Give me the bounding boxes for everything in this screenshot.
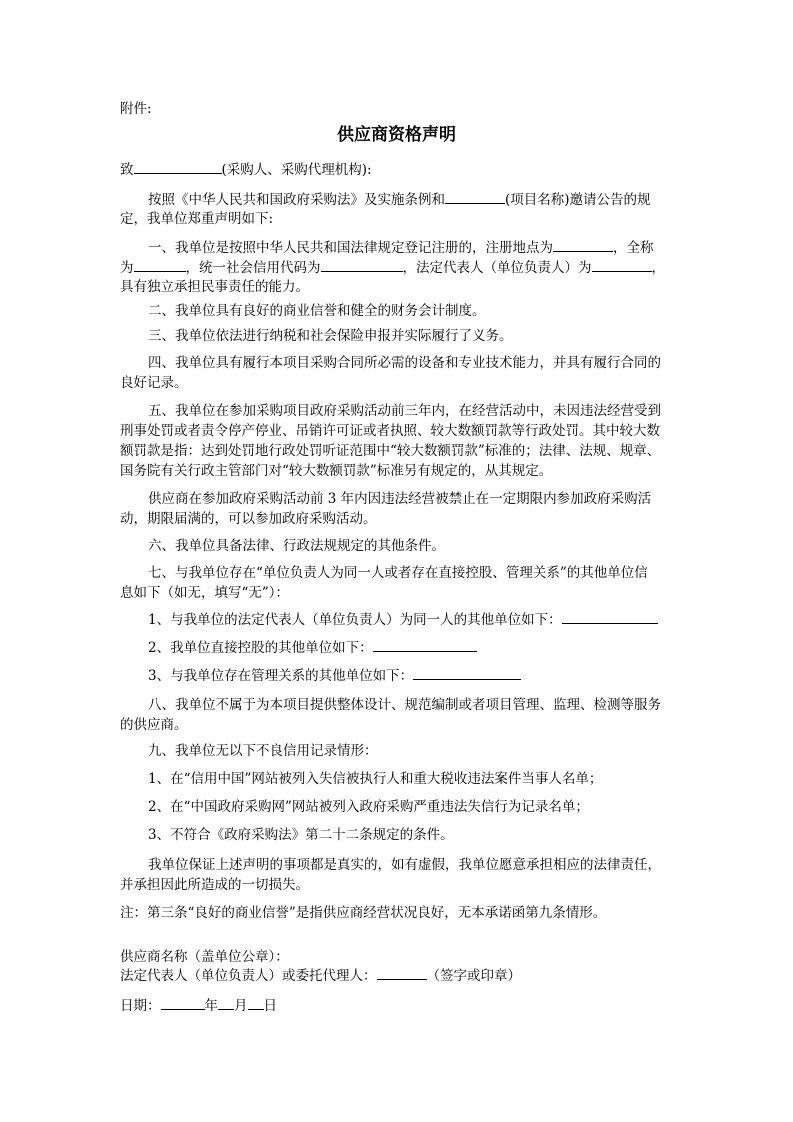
guarantee-line-2: 并承担因此所造成的一切损失。	[120, 877, 309, 893]
addressee-line	[120, 160, 372, 179]
addressee-blank[interactable]	[134, 160, 222, 174]
clause-5-line-3: 额罚款是指：达到处罚地行政处罚听证范围中“较大数额罚款”标准的；法律、法规、规章、	[120, 443, 661, 459]
footnote: 注：第三条“良好的商业信誉”是指供应商经营状况良好，无本承诺函第九条情形。	[120, 905, 607, 921]
date-line	[120, 996, 277, 1015]
reg-location-blank[interactable]	[553, 238, 613, 252]
intro-text-b: (项目名称)邀请公告的规	[505, 192, 651, 208]
day-blank[interactable]	[248, 996, 264, 1010]
annex-label: 附件:	[120, 101, 152, 117]
clause-7-item-3-text: 3、与我单位存在管理关系的其他单位如下：	[148, 668, 414, 684]
clause-9-item-1: 1、在“信用中国”网站被列入失信被执行人和重大税收违法案件当事人名单；	[148, 771, 603, 787]
clause-1-text-c: 为	[120, 260, 134, 276]
project-name-blank[interactable]	[445, 190, 505, 204]
clause-9-item-2: 2、在“中国政府采购网”网站被列入政府采购严重违法失信行为记录名单；	[148, 799, 589, 815]
clause-5-line-4: 国务院有关行政主管部门对“较大数额罚款”标准另有规定的，从其规定。	[120, 463, 553, 479]
full-name-blank[interactable]	[134, 258, 186, 272]
clause-1-line-3: 具有独立承担民事责任的能力。	[120, 279, 309, 295]
date-label: 日期：	[120, 998, 161, 1014]
to-prefix: 致	[120, 162, 134, 178]
representative-line	[120, 966, 521, 985]
clause-9-item-3: 3、不符合《政府采购法》第二十二条规定的条件。	[148, 827, 454, 843]
clause-8-line-2: 的供应商。	[120, 717, 188, 733]
clause-1-text-d: ，统一社会信用代码为	[185, 260, 321, 276]
clause-7-item-2	[148, 638, 477, 657]
clause-5-line-2: 刑事处罚或者责令停产停业、吊销许可证或者执照、较大数额罚款等行政处罚。其中较大数	[120, 423, 660, 439]
clause-7-item-3	[148, 666, 521, 685]
intro-line-2: 定，我单位郑重声明如下:	[120, 211, 274, 227]
clause-4-line-2: 良好记录。	[120, 375, 188, 391]
representative-text: 法定代表人（单位负责人）或委托代理人：	[120, 968, 377, 984]
to-suffix: (采购人、采购代理机构):	[221, 162, 372, 178]
document-title: 供应商资格声明	[337, 125, 456, 145]
year-label: 年	[204, 998, 218, 1014]
month-label: 月	[234, 998, 248, 1014]
clause-9: 九、我单位无以下不良信用记录情形：	[148, 743, 378, 759]
intro-line-1	[148, 190, 651, 209]
clause-7-line-2: 息如下（如无，填写“无”）：	[120, 585, 290, 601]
clause-6: 六、我单位具备法律、行政法规规定的其他条件。	[148, 538, 445, 554]
credit-code-blank[interactable]	[321, 258, 403, 272]
supplier-note-line-1: 供应商在参加政府采购活动前 3 年内因违法经营被禁止在一定期限内参加政府采购活	[148, 491, 652, 507]
guarantee-line-1: 我单位保证上述声明的事项都是真实的，如有虚假，我单位愿意承担相应的法律责任，	[148, 857, 661, 873]
clause-3: 三、我单位依法进行纳税和社会保险申报并实际履行了义务。	[148, 328, 513, 344]
clause-1-line-1	[148, 238, 654, 257]
clause-8-line-1: 八、我单位不属于为本项目提供整体设计、规范编制或者项目管理、监理、检测等服务	[148, 697, 661, 713]
clause-7-item-2-text: 2、我单位直接控股的其他单位如下：	[148, 640, 373, 656]
clause-2: 二、我单位具有良好的商业信誉和健全的财务会计制度。	[148, 303, 486, 319]
clause-5-line-1: 五、我单位在参加采购项目政府采购活动前三年内，在经营活动中，未因违法经营受到	[148, 403, 661, 419]
clause-7-item-1	[148, 610, 658, 629]
clause-1-text-a: 一、我单位是按照中华人民共和国法律规定登记注册的，注册地点为	[148, 240, 553, 256]
clause-1-text-e: ，法定代表人（单位负责人）为	[402, 260, 592, 276]
clause-1-line-2	[120, 258, 665, 277]
supplier-note-line-2: 动，期限届满的，可以参加政府采购活动。	[120, 511, 377, 527]
year-blank[interactable]	[161, 996, 205, 1010]
managed-units-blank[interactable]	[413, 666, 521, 680]
signature-blank[interactable]	[377, 966, 427, 980]
legal-rep-blank[interactable]	[592, 258, 652, 272]
signature-hint: （签字或印章）	[426, 968, 521, 984]
clause-7-line-1: 七、与我单位存在“单位负责人为同一人或者存在直接控股、管理关系”的其他单位信	[148, 565, 648, 581]
supplier-name-line: 供应商名称（盖单位公章）：	[120, 949, 289, 965]
intro-text-a: 按照《中华人民共和国政府采购法》及实施条例和	[148, 192, 445, 208]
same-rep-units-blank[interactable]	[562, 610, 658, 624]
clause-4-line-1: 四、我单位具有履行本项目采购合同所必需的设备和专业技术能力，并具有履行合同的	[148, 355, 661, 371]
month-blank[interactable]	[218, 996, 234, 1010]
clause-1-text-f: ，	[651, 260, 665, 276]
day-label: 日	[263, 998, 277, 1014]
clause-1-text-b: ，全称	[613, 240, 654, 256]
clause-7-item-1-text: 1、与我单位的法定代表人（单位负责人）为同一人的其他单位如下：	[148, 612, 562, 628]
controlled-units-blank[interactable]	[373, 638, 477, 652]
